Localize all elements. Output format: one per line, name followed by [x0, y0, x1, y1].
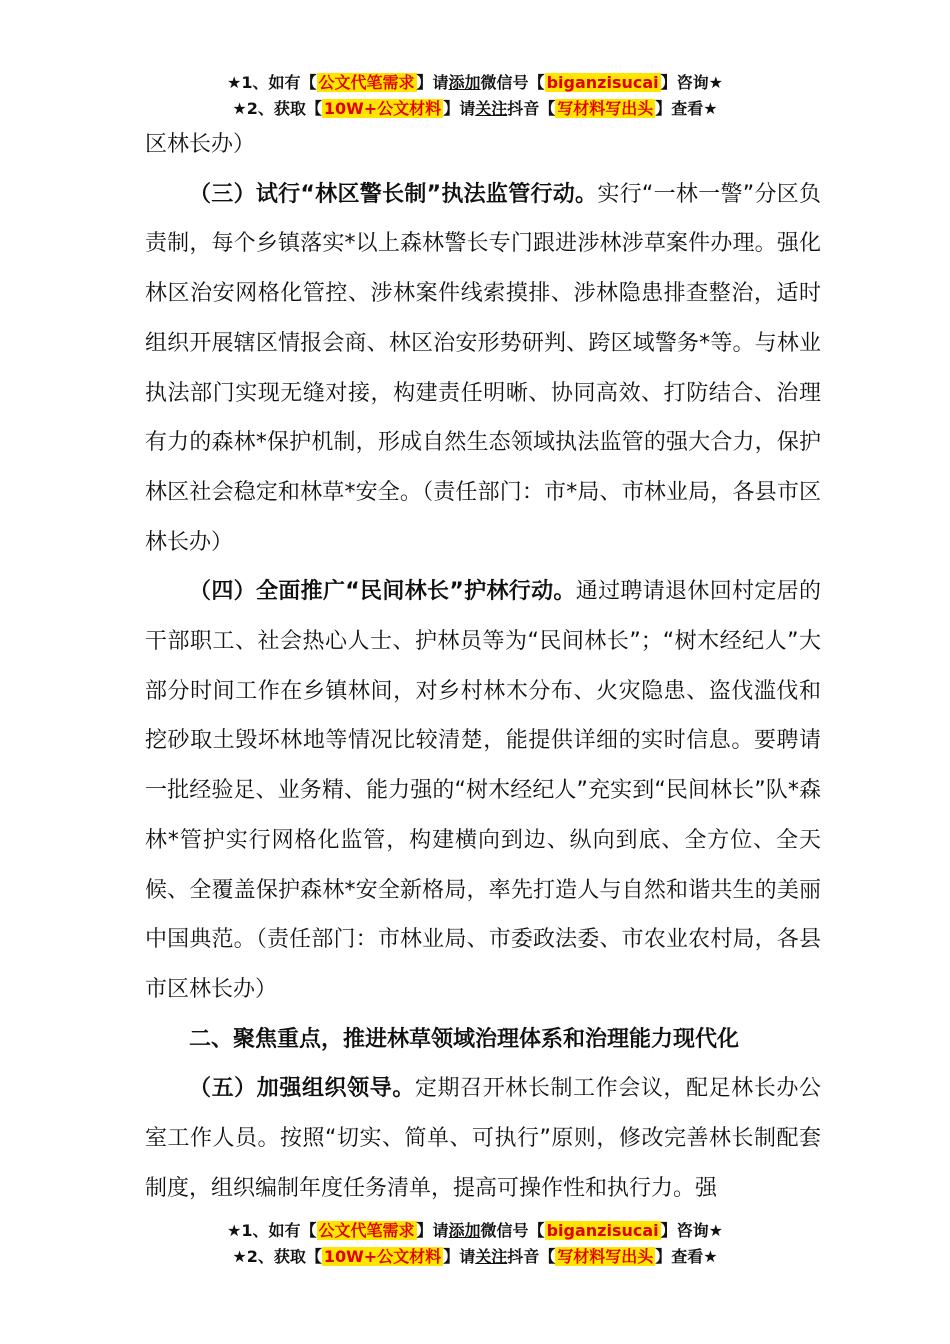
ad-highlight: 10W+公文材料 — [323, 1247, 442, 1266]
section-title: 二、聚焦重点，推进林草领域治理体系和治理能力现代化 — [189, 1026, 740, 1052]
paragraph-continuation: 区林长办） — [145, 132, 256, 157]
ad-highlight: biganzisucai — [546, 73, 659, 92]
header-ad-banner — [0, 70, 950, 122]
ad-line-2: ★2、获取【 10W+公文材料 】请关注抖音【 写材料写出头 】查看★ — [232, 99, 718, 118]
ad-highlight: 公文代笔需求 — [318, 73, 415, 92]
paragraph-heading: （四）全面推广“民间林长”护林行动。 — [189, 579, 576, 605]
footer-ad-banner — [0, 1218, 950, 1270]
ad-highlight: 10W+公文材料 — [323, 99, 442, 118]
document-body — [145, 120, 821, 1213]
ad-highlight: 写材料写出头 — [557, 99, 654, 118]
ad-line-1: ★1、如有【 公文代笔需求 】请添加微信号【 biganzisucai 】咨询★ — [227, 73, 723, 92]
ad-highlight: biganzisucai — [546, 1221, 659, 1240]
paragraph-4 — [145, 567, 821, 1014]
paragraph-text: 定期召开林长制工作会议，配足林长办公室工作人员。按照“切实、简单、可执行”原则，修改完善林长制配套制度，组织编制年度任务清单，提高可操作性和执行力。强 — [145, 1076, 821, 1201]
paragraph-text: 实行“一林一警”分区负责制，每个乡镇落实*以上森林警长专门跟进涉林涉草案件办理。强化林区治安网格化管控、涉林案件线索摸排、涉林隐患排查整治，适时组织开展辖区情报会商、林区治安形势研判、跨区域警务*等。与林业执法部门实现无缝对接，构建责任明晰、协同高效、打防结合、治理有力的森林*保护机制，形成自然生态领域执法监管的强大合力，保护林区社会稳定和林草*安全。（责任部门：市*局、市林业局，各县市区林长办） — [145, 181, 822, 555]
paragraph-5 — [145, 1064, 821, 1213]
paragraph-heading: （五）加强组织领导。 — [189, 1076, 415, 1102]
ad-line-1: ★1、如有【 公文代笔需求 】请添加微信号【 biganzisucai 】咨询★ — [227, 1221, 723, 1240]
paragraph-3 — [145, 170, 821, 568]
ad-highlight: 写材料写出头 — [557, 1247, 654, 1266]
ad-line-2: ★2、获取【 10W+公文材料 】请关注抖音【 写材料写出头 】查看★ — [232, 1247, 718, 1266]
paragraph-text: 通过聘请退休回村定居的干部职工、社会热心人士、护林员等为“民间林长”；“树木经纪人”大部分时间工作在乡镇林间，对乡村林木分布、火灾隐患、盗伐滥伐和挖砂取土毁坏林地等情况比较清楚，能提供详细的实时信息。要聘请一批经验足、业务精、能力强的“树木经纪人”充实到“民间林长”队*森林*管护实行网格化监管，构建横向到边、纵向到底、全方位、全天候、全覆盖保护森林*安全新格局，率先打造人与自然和谐共生的美丽中国典范。（责任部门：市林业局、市委政法委、市农业农村局，各县市区林长办） — [145, 579, 821, 1002]
ad-highlight: 公文代笔需求 — [318, 1221, 415, 1240]
paragraph-heading: （三）试行“林区警长制”执法监管行动。 — [189, 181, 598, 207]
